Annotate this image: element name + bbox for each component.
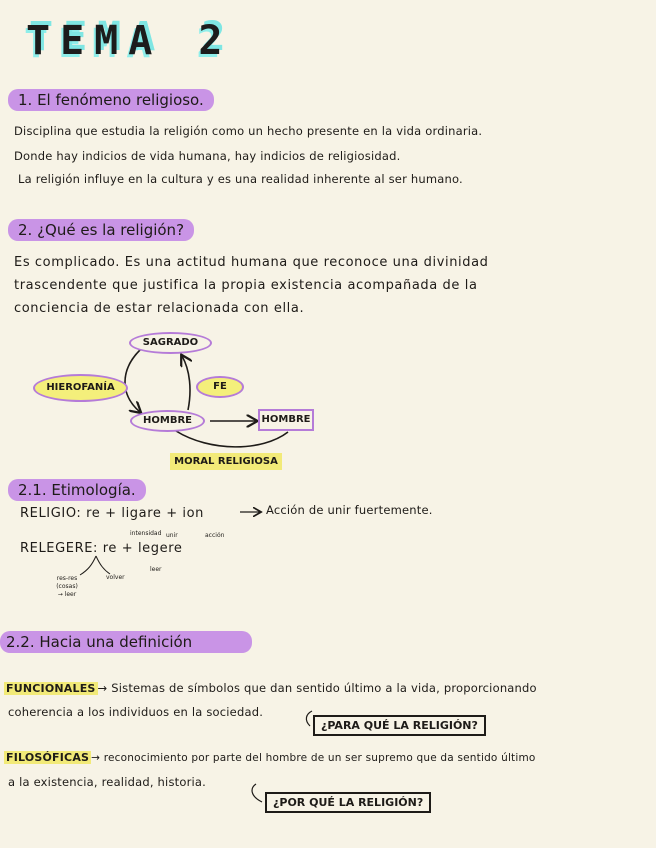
section-2-2-heading: 2.2. Hacia una definición bbox=[0, 631, 252, 653]
title-number: 2 bbox=[198, 18, 233, 64]
s2-line-2: trascendente que justifica la propia existencia acompañada de la bbox=[14, 278, 478, 293]
filosoficas-text: → reconocimiento por parte del hombre de un ser supremo que da sentido último bbox=[91, 752, 536, 764]
filosoficas-label: FILOSÓFICAS bbox=[6, 751, 90, 764]
note-volver: volver bbox=[106, 574, 125, 581]
para-que-box: ¿PARA QUÉ LA RELIGIÓN? bbox=[313, 715, 486, 736]
node-sagrado: SAGRADO bbox=[129, 332, 212, 354]
s2-line-1: Es complicado. Es una actitud humana que reconoce una divinidad bbox=[14, 255, 489, 270]
relegere-line: RELEGERE: re + legere bbox=[20, 541, 183, 556]
section-2-heading: 2. ¿Qué es la religión? bbox=[8, 219, 194, 241]
note-accion: acción bbox=[205, 532, 225, 539]
title-text: TEMA bbox=[26, 18, 163, 64]
note-intensidad: intensidad bbox=[130, 530, 162, 537]
node-hombre-box: HOMBRE bbox=[258, 409, 314, 431]
funcionales-text-2: coherencia a los individuos en la sociedad. bbox=[8, 705, 264, 719]
node-hierofania: HIEROFANÍA bbox=[33, 374, 128, 402]
funcionales-text: → Sistemas de símbolos que dan sentido último a la vida, proporcionando bbox=[97, 681, 537, 695]
section-1-heading: 1. El fenómeno religioso. bbox=[8, 89, 214, 111]
s1-line-2: Donde hay indicios de vida humana, hay indicios de religiosidad. bbox=[14, 149, 401, 163]
religio-line: RELIGIO: re + ligare + ion bbox=[20, 506, 205, 521]
node-fe: FE bbox=[196, 376, 244, 398]
node-moral-religiosa: MORAL RELIGIOSA bbox=[170, 453, 282, 470]
religio-meaning: Acción de unir fuertemente. bbox=[266, 503, 433, 517]
s2-line-3: conciencia de estar relacionada con ella. bbox=[14, 301, 305, 316]
node-hombre: HOMBRE bbox=[130, 410, 205, 432]
s1-line-3: La religión influye en la cultura y es una realidad inherente al ser humano. bbox=[18, 172, 463, 186]
s1-line-1: Disciplina que estudia la religión como un hecho presente en la vida ordinaria. bbox=[14, 124, 483, 138]
note-unir: unir bbox=[166, 532, 178, 539]
filosoficas-text-2: a la existencia, realidad, historia. bbox=[8, 775, 207, 789]
note-leer: leer bbox=[150, 566, 162, 573]
section-2-1-heading: 2.1. Etimología. bbox=[8, 479, 146, 501]
por-que-box: ¿POR QUÉ LA RELIGIÓN? bbox=[265, 792, 431, 813]
funcionales-label: FUNCIONALES bbox=[6, 682, 96, 695]
note-releer: res-res (cosas) → leer bbox=[56, 575, 78, 598]
